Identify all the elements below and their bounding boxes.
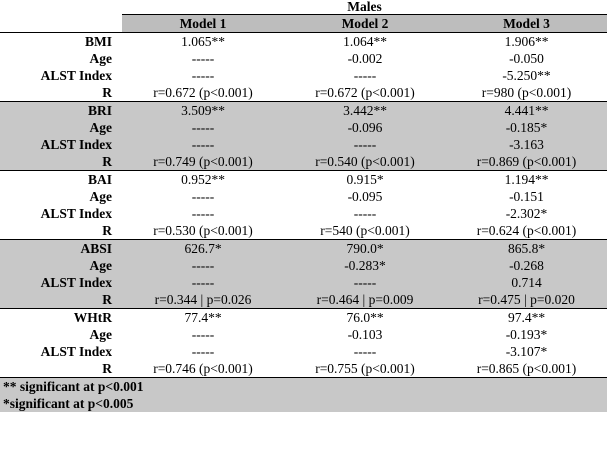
model-3-cell: -3.163 bbox=[446, 136, 607, 153]
row-label: R bbox=[102, 223, 112, 238]
model-1-cell: 0.952** bbox=[122, 171, 284, 189]
model-1-cell: ----- bbox=[191, 344, 215, 359]
table-row bbox=[0, 50, 607, 67]
section-1 bbox=[0, 33, 607, 102]
model-2-cell: ----- bbox=[353, 206, 377, 221]
table-row bbox=[0, 136, 607, 153]
table-row bbox=[0, 102, 607, 120]
row-label: R bbox=[102, 85, 112, 100]
model-1-cell: r=0.672 (p<0.001) bbox=[153, 85, 253, 100]
row-label: ABSI bbox=[0, 240, 122, 258]
model-2-cell: r=540 (p<0.001) bbox=[320, 223, 410, 238]
table-row bbox=[0, 257, 607, 274]
model-header-row bbox=[0, 15, 607, 33]
row-label: ALST Index bbox=[0, 136, 122, 153]
model-1-cell: 1.065** bbox=[122, 33, 284, 51]
row-label: BAI bbox=[0, 171, 122, 189]
section-4 bbox=[0, 240, 607, 309]
model-1-cell: ----- bbox=[191, 327, 215, 342]
model-2-cell: r=0.755 (p<0.001) bbox=[315, 361, 415, 376]
table-row bbox=[0, 309, 607, 327]
row-label: Age bbox=[89, 327, 112, 342]
row-label: ALST Index bbox=[40, 68, 112, 83]
model-1-cell: 77.4** bbox=[122, 309, 284, 327]
model-3-cell: 0.714 bbox=[446, 274, 607, 291]
row-label: ALST Index bbox=[40, 206, 112, 221]
table-row bbox=[0, 360, 607, 378]
model-3-cell: 865.8* bbox=[446, 240, 607, 258]
model-1-cell: 3.509** bbox=[122, 102, 284, 120]
model-2-cell: -0.095 bbox=[347, 189, 383, 204]
model-2-cell: 790.0* bbox=[284, 240, 446, 258]
model-2-cell: 0.915* bbox=[284, 171, 446, 189]
row-label: R bbox=[0, 153, 122, 171]
model-2-cell: -0.002 bbox=[347, 51, 383, 66]
row-label: WHtR bbox=[0, 309, 122, 327]
model-1-cell: 626.7* bbox=[122, 240, 284, 258]
model-2-cell: 76.0** bbox=[284, 309, 446, 327]
model-3-cell: -3.107* bbox=[505, 344, 548, 359]
row-label: Age bbox=[89, 51, 112, 66]
group-header-row bbox=[0, 0, 607, 15]
table-row bbox=[0, 240, 607, 258]
model-2-cell: ----- bbox=[284, 136, 446, 153]
table-row bbox=[0, 188, 607, 205]
model-1-cell: ----- bbox=[191, 68, 215, 83]
table-row bbox=[0, 326, 607, 343]
table-row bbox=[0, 205, 607, 222]
model-2-header: Model 2 bbox=[284, 15, 446, 33]
model-3-cell: -0.268 bbox=[446, 257, 607, 274]
row-label: R bbox=[0, 291, 122, 309]
section-3 bbox=[0, 171, 607, 240]
model-1-cell: r=0.344 | p=0.026 bbox=[122, 291, 284, 309]
model-3-cell: 1.194** bbox=[446, 171, 607, 189]
model-2-cell: -0.103 bbox=[347, 327, 383, 342]
model-3-cell: -0.151 bbox=[509, 189, 544, 204]
model-2-cell: r=0.540 (p<0.001) bbox=[284, 153, 446, 171]
table-row bbox=[0, 67, 607, 84]
group-title: Males bbox=[347, 0, 382, 14]
model-2-cell: ----- bbox=[284, 274, 446, 291]
model-1-cell: ----- bbox=[191, 206, 215, 221]
model-3-cell: r=0.475 | p=0.020 bbox=[446, 291, 607, 309]
model-1-cell: ----- bbox=[122, 119, 284, 136]
model-1-cell: r=0.749 (p<0.001) bbox=[122, 153, 284, 171]
model-3-cell: r=0.865 (p<0.001) bbox=[476, 361, 577, 376]
model-3-cell: r=980 (p<0.001) bbox=[481, 85, 572, 100]
model-2-cell: r=0.672 (p<0.001) bbox=[315, 85, 415, 100]
row-label: Age bbox=[89, 189, 112, 204]
model-2-cell: -0.283* bbox=[284, 257, 446, 274]
model-1-cell: ----- bbox=[191, 51, 215, 66]
model-1-cell: r=0.746 (p<0.001) bbox=[153, 361, 253, 376]
footnotes bbox=[0, 378, 607, 413]
model-1-cell: ----- bbox=[122, 136, 284, 153]
table-row bbox=[0, 222, 607, 240]
row-label: R bbox=[102, 361, 112, 376]
table-row bbox=[0, 84, 607, 102]
model-3-cell: 1.906** bbox=[446, 33, 607, 51]
table-row bbox=[0, 343, 607, 360]
model-3-cell: -0.185* bbox=[446, 119, 607, 136]
footnote-text: *significant at p<0.005 bbox=[0, 395, 607, 412]
model-3-cell: 97.4** bbox=[446, 309, 607, 327]
table-row bbox=[0, 33, 607, 51]
model-3-header: Model 3 bbox=[446, 15, 607, 33]
table-row bbox=[0, 119, 607, 136]
model-1-cell: ----- bbox=[122, 257, 284, 274]
model-2-cell: 1.064** bbox=[284, 33, 446, 51]
model-1-header: Model 1 bbox=[122, 15, 284, 33]
model-3-cell: r=0.624 (p<0.001) bbox=[476, 223, 577, 238]
model-1-cell: ----- bbox=[191, 189, 215, 204]
model-3-cell: -0.050 bbox=[509, 51, 544, 66]
row-label: ALST Index bbox=[0, 274, 122, 291]
table-row bbox=[0, 291, 607, 309]
empty-header-cell bbox=[0, 15, 122, 33]
model-2-cell: ----- bbox=[353, 68, 377, 83]
table-row bbox=[0, 171, 607, 189]
table-row bbox=[0, 153, 607, 171]
section-5 bbox=[0, 309, 607, 378]
empty-corner bbox=[0, 0, 122, 15]
section-2 bbox=[0, 102, 607, 171]
row-label: Age bbox=[0, 119, 122, 136]
model-2-cell: ----- bbox=[353, 344, 377, 359]
model-3-cell: -2.302* bbox=[505, 206, 548, 221]
model-3-cell: -0.193* bbox=[505, 327, 548, 342]
row-label: ALST Index bbox=[40, 344, 112, 359]
footnote-row bbox=[0, 378, 607, 396]
model-3-cell: -5.250** bbox=[502, 68, 551, 83]
model-1-cell: ----- bbox=[122, 274, 284, 291]
model-2-cell: 3.442** bbox=[284, 102, 446, 120]
model-2-cell: r=0.464 | p=0.009 bbox=[284, 291, 446, 309]
row-label: BMI bbox=[0, 33, 122, 51]
model-3-cell: r=0.869 (p<0.001) bbox=[446, 153, 607, 171]
row-label: BRI bbox=[0, 102, 122, 120]
model-2-cell: -0.096 bbox=[284, 119, 446, 136]
footnote-text: ** significant at p<0.001 bbox=[0, 378, 607, 396]
table-row bbox=[0, 274, 607, 291]
row-label: Age bbox=[0, 257, 122, 274]
model-3-cell: 4.441** bbox=[446, 102, 607, 120]
footnote-row bbox=[0, 395, 607, 412]
model-1-cell: r=0.530 (p<0.001) bbox=[153, 223, 253, 238]
